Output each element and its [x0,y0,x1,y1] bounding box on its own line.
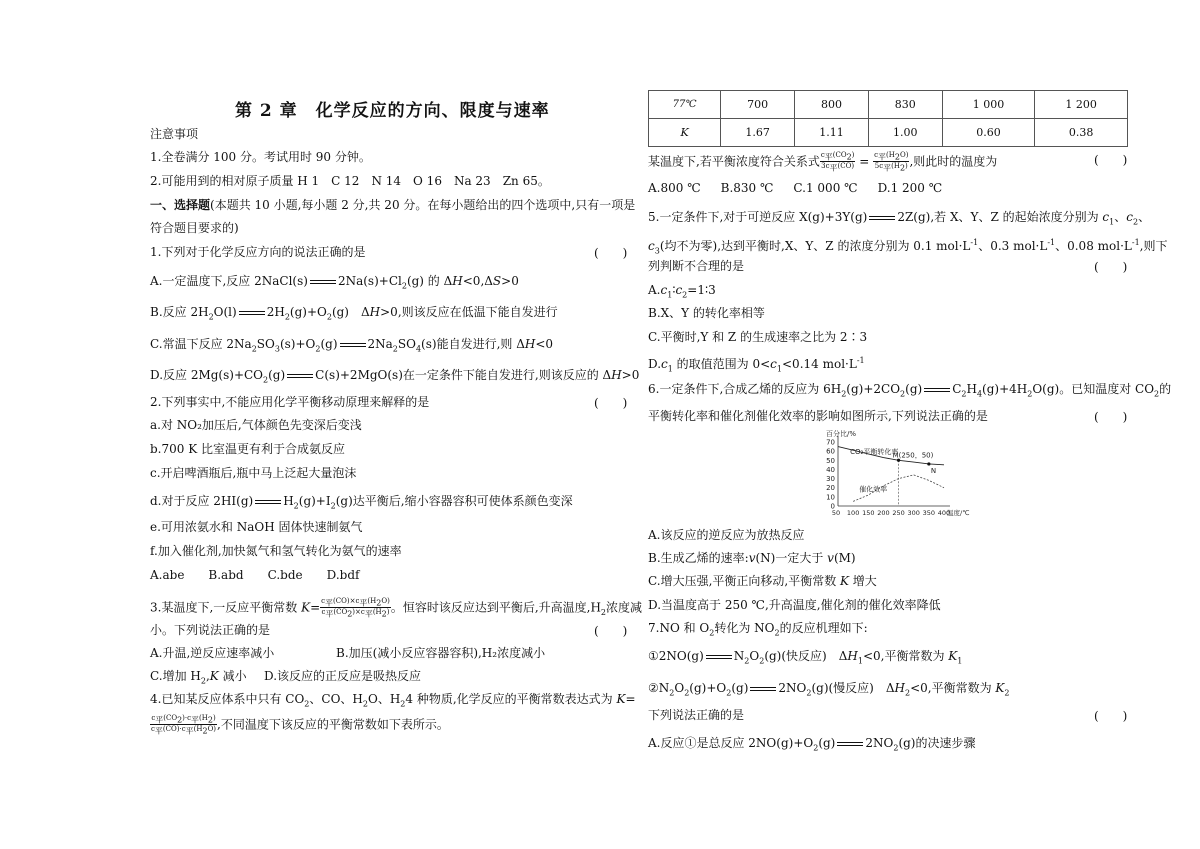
answer-blank: ( ) [1094,153,1128,167]
q3-option-c: C.增加 $H_2,K$ 减小 [150,669,247,686]
q3-option-d: D.该反应的正反应是吸热反应 [264,669,422,683]
x-tick-label: 400 [937,509,951,517]
point-n [927,462,930,465]
table-cell: 0.38 [1035,119,1128,147]
y-axis-label: 百分比/% [826,430,857,438]
q1-option-d: D.反应 $2Mg(s)+CO_2(g)$ C(s)+2MgO(s)在一定条件下能自发进行,则该反应的 ΔH>0 [150,368,640,385]
q7-step-1: ①2NO(g) $N_2O_2(g)$(快反应) $\Delta H_1<0$,平衡常数为 $K_1$ [648,649,963,666]
equilibrium-constant-table [648,90,1128,147]
x-tick-label: 200 [877,509,890,517]
q2-options: A.abe B.abd C.bde D.bdf [150,568,360,582]
y-tick-label: 70 [826,438,835,447]
q4-options: A.800 ℃ B.830 ℃ C.1 000 ℃ D.1 200 ℃ [648,181,943,195]
table-cell: 1 200 [1035,91,1128,119]
table-cell: 0.60 [942,119,1035,147]
y-tick-label: 40 [826,465,835,474]
x-tick-label: 100 [846,509,860,517]
table-cell: 1.67 [721,119,795,147]
q1-option-a: A.一定温度下,反应 2NaCl(s) $2Na(s)+Cl_2(g)$ 的 ΔH<0,ΔS>0 [150,274,519,291]
answer-blank: ( ) [594,396,628,410]
q1-stem: 1.下列对于化学反应方向的说法正确的是 [150,245,366,259]
series-label-co2: CO₂平衡转化率 [850,447,899,456]
x-tick-label: 300 [907,509,920,517]
q3-option-a: A.升温,逆反应速率减小 [150,646,275,660]
q3-stem: 3.某温度下,一反应平衡常数 K= $\frac{c_平(CO)\times c_平(H_2O)}{c_平(CO_2)\times c_平(H_2)}$ 。恒容时该反应达到平衡后,升高温度$,H_2$浓度减 [150,597,643,619]
y-tick-label: 50 [826,456,835,465]
q5-option-b: B.X、Y 的转化率相等 [648,306,765,320]
q3-stem-cont: 小。下列说法正确的是 [150,623,271,637]
q7-option-a: A.反应①是总反应 $2NO(g)+O_2(g)$ $2NO_2(g)$的决速步骤 [648,736,976,753]
y-tick-label: 60 [826,447,835,456]
q2-item-f: f.加入催化剂,加快氮气和氢气转化为氨气的速率 [150,544,402,558]
q7-step-2: $②N_2O_2(g)+O_2(g)$ $2NO_2(g)$(慢反应) $\Delta H_2<0$,平衡常数为 $K_2$ [648,681,1010,698]
section-1-heading: 一、选择题(本题共 10 小题,每小题 2 分,共 20 分。在每小题给出的四个选项中,只有一项是 [150,198,636,212]
q5-stem: 5.一定条件下,对于可逆反应 X(g)+3Y(g) 2Z(g),若 X、Y、Z 的起始浓度分别为 $c_1$、$c_2$、 [648,210,1151,227]
y-tick-label: 20 [826,484,835,493]
note-2: 2.可能用到的相对原子质量 H 1 C 12 N 14 O 16 Na 23 Zn 65。 [150,174,550,188]
answer-blank: ( ) [594,246,628,260]
x-tick-label: 50 [831,509,841,517]
annotation-n: N [930,466,937,475]
table-cell: 77℃ [649,91,721,119]
q6-chart [816,428,976,520]
page-title: 第 2 章 化学反应的方向、限度与速率 [235,101,550,121]
q2-item-d: d.对于反应 2HI(g) $H_2(g)+I_2(g)$达平衡后,缩小容器容积可使体系颜色变深 [150,494,573,511]
q5-stem-cont: $c_3$(均不为零),达到平衡时,X、Y、Z 的浓度分别为 0.1 $mol\cdot L^{-1}$、0.3 $mol\cdot L^{-1}$、0.08 $mol\cdot L^{-1}$,则下 [648,238,1168,256]
q4-stem-cont: $\frac{c_平(CO_2)\cdot c_平(H_2)}{c_平(CO)\cdot c_平(H_2O)}$ ,不同温度下该反应的平衡常数如下表所示。 [151,714,449,736]
table-cell: K [649,119,721,147]
table-cell: 800 [795,91,869,119]
q6-option-b: B.生成乙烯的速率:v(N)一定大于 v(M) [648,551,856,565]
section-1-heading-cont: 符合题目要求的) [150,221,239,235]
y-tick-label: 30 [826,475,835,484]
answer-blank: ( ) [594,624,628,638]
q6-option-a: A.该反应的逆反应为放热反应 [648,528,805,542]
answer-blank: ( ) [1094,709,1128,723]
table-cell: 830 [868,91,942,119]
q6-stem-cont: 平衡转化率和催化剂催化效率的影响如图所示,下列说法正确的是 [648,409,988,423]
q2-stem: 2.下列事实中,不能应用化学平衡移动原理来解释的是 [150,395,430,409]
q2-item-b: b.700 K 比室温更有利于合成氨反应 [150,442,345,456]
table-row [649,91,1128,119]
q5-option-d: $D.c_1$ 的取值范围为 $0<c_1<0.14$ $mol\cdot L^{-1}$ [648,356,865,374]
table-cell: 1.00 [868,119,942,147]
y-tick-label: 0 [830,502,835,511]
answer-blank: ( ) [1094,410,1128,424]
q6-option-c: C.增大压强,平衡正向移动,平衡常数 K 增大 [648,574,877,588]
annotation-m: M(250，50) [892,451,934,460]
q5-option-a: $A.c_1∶c_2=1∶3$ [648,283,716,300]
x-tick-label: 350 [922,509,936,517]
q6-option-d: D.当温度高于 250 ℃,升高温度,催化剂的催化效率降低 [648,598,941,612]
q3-option-b: B.加压(减小反应容器容积),H₂浓度减小 [336,646,546,660]
q4-stem: 4.已知某反应体系中只有 $CO_2$、CO、$H_2O$、$H_24$ 种物质,化学反应的平衡常数表达式为 K= [150,692,636,709]
q5-stem-cont2: 列判断不合理的是 [648,259,745,273]
x-tick-label: 150 [862,509,875,517]
q2-item-c: c.开启啤酒瓶后,瓶中马上泛起大量泡沫 [150,466,357,480]
notes-heading: 注意事项 [150,127,199,141]
table-cell: 700 [721,91,795,119]
q4-condition: 某温度下,若平衡浓度符合关系式 $\frac{c_平(CO_2)}{3c_平(CO)}$ = $\frac{c_平(H_2O)}{5c_平(H_2)}$ ,则此时的温度为 [648,151,998,173]
table-cell: 1.11 [795,119,869,147]
q2-item-e: e.可用浓氨水和 NaOH 固体快速制氨气 [150,520,363,534]
q7-stem: 7.NO 和 $O_2$转化为 $NO_2$的反应机理如下: [648,621,868,638]
q2-item-a: a.对 NO₂加压后,气体颜色先变深后变浅 [150,418,362,432]
q1-option-b: B.反应 $2H_2O(l)$ $2H_2(g)+O_2(g)$ ΔH>0,则该反应在低温下能自发进行 [150,305,558,322]
q6-stem: 6.一定条件下,合成乙烯的反应为 $6H_2(g)+2CO_2(g)$ $C_2H_4(g)+4H_2O(g)$。已知温度对 $CO_2$的 [648,382,1172,399]
table-row [649,119,1128,147]
answer-blank: ( ) [1094,260,1128,274]
q7-stem-cont: 下列说法正确的是 [648,708,745,722]
q5-option-c: C.平衡时,Y 和 Z 的生成速率之比为 2∶3 [648,330,868,344]
y-tick-label: 10 [826,493,835,502]
table-cell: 1 000 [942,91,1035,119]
note-1: 1.全卷满分 100 分。考试用时 90 分钟。 [150,150,371,164]
series-label-catalyst: 催化效率 [859,485,888,494]
x-axis-label: 温度/℃ [947,509,970,517]
x-tick-label: 250 [892,509,905,517]
q1-option-c: C.常温下反应 $2Na_2SO_3(s)+O_2(g)$ $2Na_2SO_4(s)$能自发进行,则 ΔH<0 [150,337,554,354]
